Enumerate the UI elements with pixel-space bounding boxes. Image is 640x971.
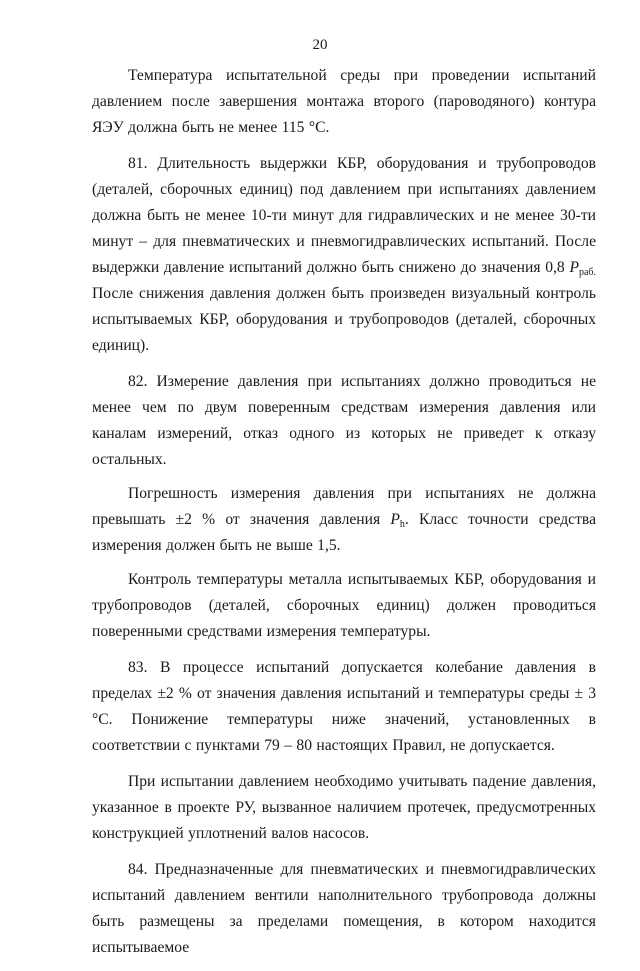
paragraph-accuracy-tail: . Класс точности средства измерения должен быть не выше 1,5. <box>92 511 596 554</box>
paragraph-test-temperature: Температура испытательной среды при проведении испытаний давлением после завершения монтажа второго (пароводяного) контура ЯЭУ должна быть не менее 115 °С. <box>92 67 596 136</box>
paragraph-81-tail: После снижения давления должен быть произведен визуальный контроль испытываемых КБР, оборудования и трубопроводов (деталей, сборочных единиц). <box>92 285 596 354</box>
paragraph-temperature-control: Контроль температуры металла испытываемых КБР, оборудования и трубопроводов (деталей, сборочных единиц) должен проводиться поверенными средствами измерения температуры. <box>92 571 596 640</box>
paragraph-83: 83. В процессе испытаний допускается колебание давления в пределах ±2 % от значения давления испытаний и температуры среды ± 3 °С. Понижение температуры ниже значений, установленных в соответствии с пунктами 79 – 80 настоящих Правил, не допускается. <box>92 659 596 754</box>
pressure-symbol: P <box>569 259 579 276</box>
paragraph-accuracy <box>92 481 596 559</box>
paragraph-84: 84. Предназначенные для пневматических и пневмогидравлических испытаний давлением вентили наполнительного трубопровода должны быть размещены за пределами помещения, в котором находится испытываемое <box>92 861 596 956</box>
paragraph-82: 82. Измерение давления при испытаниях должно проводиться не менее чем по двум поверенным средствам измерения давления или каналам измерений, отказ одного из которых не приведет к отказу остальных. <box>92 373 596 468</box>
paragraph-81-lead: 81. Длительность выдержки КБР, оборудования и трубопроводов (деталей, сборочных единиц) под давлением при испытаниях давлением должна быть не менее 10-ти минут для гидравлических и не менее 30-ти минут – для пневматических и пневмогидравлических испытаний. После выдержки давление испытаний должно быть снижено до значения 0,8 <box>92 155 596 276</box>
pressure-subscript: h <box>399 519 405 530</box>
document-body <box>92 63 596 971</box>
paragraph-81 <box>92 151 596 359</box>
pressure-subscript: раб. <box>578 267 596 278</box>
paragraph-leak-pressure: При испытании давлением необходимо учитывать падение давления, указанное в проекте РУ, вызванное наличием протечек, предусмотренных конструкцией уплотнений валов насосов. <box>92 773 596 842</box>
pressure-symbol: P <box>390 511 400 528</box>
page-number: 20 <box>312 37 328 53</box>
paragraph-accuracy-lead: Погрешность измерения давления при испытаниях не должна превышать ±2 % от значения давления <box>92 485 596 528</box>
